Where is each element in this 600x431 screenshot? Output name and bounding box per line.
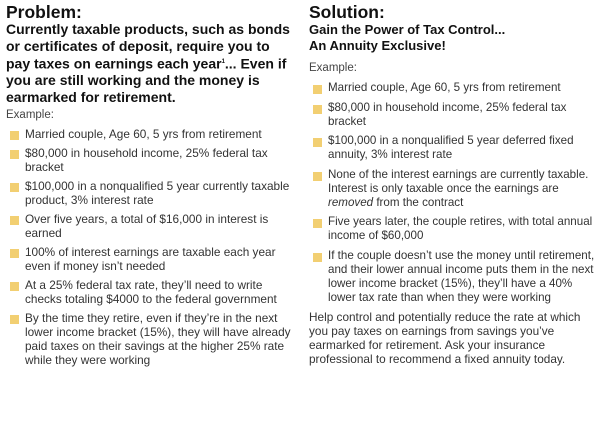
yellow-square-bullet-icon <box>313 253 322 262</box>
list-item <box>6 127 291 141</box>
bullet-text: Married couple, Age 60, 5 yrs from retirement <box>328 81 561 94</box>
yellow-square-bullet-icon <box>10 216 19 225</box>
solution-bullet-list <box>309 81 597 305</box>
problem-example-label: Example: <box>6 109 54 122</box>
solution-closing-paragraph: Help control and potentially reduce the rate at which you pay taxes on earnings from savings you’ve earmarked for retirement. Ask your insurance professional to recommend a fixed annuity today. <box>309 310 581 366</box>
bullet-text: By the time they retire, even if they’re in the next lower income bracket (15%), they will have already paid taxes on their savings at the higher 25% rate while they were working <box>25 311 291 368</box>
list-item <box>6 179 291 207</box>
yellow-square-bullet-icon <box>313 105 322 114</box>
bullet-text: $80,000 in household income, 25% federal tax bracket <box>328 100 567 128</box>
problem-intro <box>6 21 291 105</box>
solution-example-label: Example: <box>309 62 357 74</box>
problem-intro-tail: ... Even if you are still working and the money is earmarked for retirement. <box>6 55 287 105</box>
bullet-text: None of the interest earnings are currently taxable. Interest is only taxable once the earnings are <box>328 167 589 195</box>
yellow-square-bullet-icon <box>313 85 322 94</box>
list-item <box>6 212 291 240</box>
yellow-square-bullet-icon <box>313 219 322 228</box>
problem-column <box>6 0 291 372</box>
solution-intro-line1: Gain the Power of Tax Control... <box>309 22 506 37</box>
list-item <box>309 215 597 243</box>
list-item <box>6 245 291 273</box>
yellow-square-bullet-icon <box>10 282 19 291</box>
bullet-text: 100% of interest earnings are taxable each year even if money isn’t needed <box>25 245 276 274</box>
list-item <box>309 249 597 305</box>
bullet-text: If the couple doesn’t use the money until retirement, and their lower annual income puts them in the next lower income bracket (15%), they’ll have a 40% lower tax rate than when they were working <box>328 248 595 304</box>
yellow-square-bullet-icon <box>313 138 322 147</box>
bullet-text-tail: from the contract <box>373 195 464 209</box>
bullet-text: Over five years, a total of $16,000 in interest is earned <box>25 212 269 241</box>
bullet-text: Five years later, the couple retires, with total annual income of $60,000 <box>328 215 593 242</box>
yellow-square-bullet-icon <box>10 315 19 324</box>
solution-column <box>309 0 597 366</box>
list-item <box>309 81 597 95</box>
bullet-text: Married couple, Age 60, 5 yrs from retirement <box>25 127 262 142</box>
yellow-square-bullet-icon <box>313 172 322 181</box>
solution-heading: Solution: <box>309 2 385 22</box>
problem-intro-main: Currently taxable products, such as bonds or certificates of deposit, require you to pay taxes on earnings each year <box>6 21 290 72</box>
problem-heading: Problem: <box>6 2 82 22</box>
list-item <box>309 101 597 129</box>
yellow-square-bullet-icon <box>10 183 19 192</box>
bullet-text: $80,000 in household income, 25% federal tax bracket <box>25 146 268 175</box>
bullet-text: $100,000 in a nonqualified 5 year deferred fixed annuity, 3% interest rate <box>328 134 574 161</box>
emphasis-text: removed <box>328 195 374 209</box>
bullet-text: At a 25% federal tax rate, they’ll need to write checks totaling $4000 to the federal government <box>25 278 277 307</box>
list-item <box>6 278 291 306</box>
list-item <box>6 146 291 174</box>
list-item <box>309 134 597 162</box>
bullet-text: $100,000 in a nonqualified 5 year currently taxable product, 3% interest rate <box>25 179 290 208</box>
solution-intro <box>309 22 597 54</box>
yellow-square-bullet-icon <box>10 150 19 159</box>
problem-bullet-list <box>6 127 291 367</box>
yellow-square-bullet-icon <box>10 131 19 140</box>
list-item <box>6 311 291 367</box>
footnote-marker: 1 <box>221 59 225 65</box>
yellow-square-bullet-icon <box>10 249 19 258</box>
solution-intro-line2: An Annuity Exclusive! <box>309 38 446 53</box>
list-item <box>309 168 597 210</box>
